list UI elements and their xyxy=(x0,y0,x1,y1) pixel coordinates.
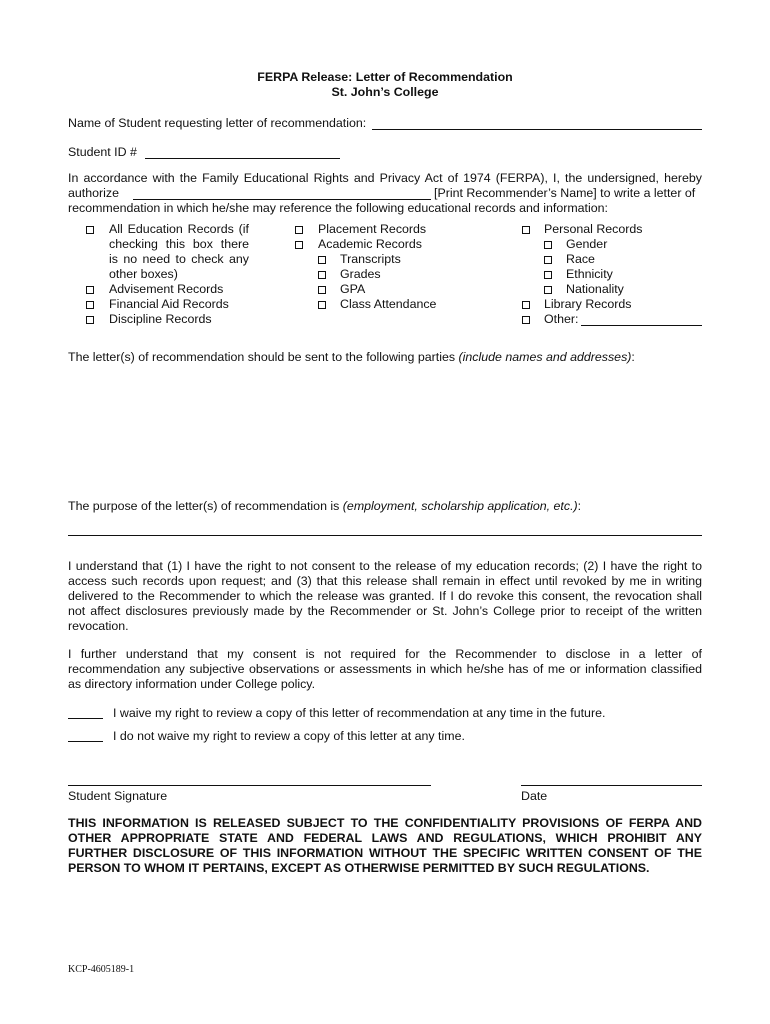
student-id-label: Student ID # xyxy=(68,145,137,159)
understand-line-3: delivered to the Recommender to which the release was granted. If I do revoke this consent, the revocation shall xyxy=(68,589,702,603)
authorization-line-1: In accordance with the Family Educational Rights and Privacy Act of 1974 (FERPA), I, the undersigned, hereby xyxy=(68,171,702,185)
waive-initials-field[interactable] xyxy=(68,718,103,719)
all-education-records-checkbox[interactable] xyxy=(86,226,94,234)
student-id-field[interactable] xyxy=(145,158,340,159)
personal-records-label: Personal Records xyxy=(544,222,643,236)
transcripts-checkbox[interactable] xyxy=(318,256,326,264)
academic-records-label: Academic Records xyxy=(318,237,422,251)
other-records-field[interactable] xyxy=(581,325,702,326)
gender-checkbox[interactable] xyxy=(544,241,552,249)
personal-records-checkbox[interactable] xyxy=(522,226,530,234)
recommender-name-field[interactable] xyxy=(133,199,431,200)
all-education-records-label-3: is no need to check any xyxy=(109,252,249,266)
grades-label: Grades xyxy=(340,267,381,281)
race-label: Race xyxy=(566,252,595,266)
purpose-field[interactable] xyxy=(68,535,702,536)
authorization-suffix: [Print Recommender’s Name] to write a letter of xyxy=(434,186,696,200)
further-line-3: as directory information under College policy. xyxy=(68,677,316,691)
purpose-instruction: The purpose of the letter(s) of recommendation is (employment, scholarship application, etc.): xyxy=(68,499,582,513)
gpa-label: GPA xyxy=(340,282,366,296)
date-label: Date xyxy=(521,789,548,803)
form-title: FERPA Release: Letter of Recommendation xyxy=(257,70,513,84)
document-code: KCP-4605189-1 xyxy=(68,964,135,975)
authorization-prefix: authorize xyxy=(68,186,119,200)
all-education-records-label-2: checking this box there xyxy=(109,237,249,251)
class-attendance-checkbox[interactable] xyxy=(318,301,326,309)
student-name-label: Name of Student requesting letter of recommendation: xyxy=(68,116,367,130)
other-records-label: Other: xyxy=(544,312,579,326)
ethnicity-label: Ethnicity xyxy=(566,267,613,281)
understand-line-1: I understand that (1) I have the right to not consent to the release of my education records; (2) I have the right to xyxy=(68,559,702,573)
understand-line-4: not affect disclosures previously made by the Recommender or St. John’s College prior to receipt of the written xyxy=(68,604,702,618)
all-education-records-label-4: other boxes) xyxy=(109,267,178,281)
recipients-area[interactable] xyxy=(68,370,702,490)
understand-line-5: revocation. xyxy=(68,619,129,633)
placement-records-label: Placement Records xyxy=(318,222,427,236)
not-waive-statement: I do not waive my right to review a copy of this letter at any time. xyxy=(113,729,465,743)
ethnicity-checkbox[interactable] xyxy=(544,271,552,279)
authorization-line-3: recommendation in which he/she may reference the following educational records and information: xyxy=(68,201,608,215)
financial-aid-records-label: Financial Aid Records xyxy=(109,297,229,311)
discipline-records-label: Discipline Records xyxy=(109,312,212,326)
gender-label: Gender xyxy=(566,237,608,251)
class-attendance-label: Class Attendance xyxy=(340,297,437,311)
further-line-1: I further understand that my consent is not required for the Recommender to disclose in a letter of xyxy=(68,647,702,661)
nationality-label: Nationality xyxy=(566,282,624,296)
student-signature-label: Student Signature xyxy=(68,789,168,803)
date-field[interactable] xyxy=(521,785,702,786)
advisement-records-checkbox[interactable] xyxy=(86,286,94,294)
advisement-records-label: Advisement Records xyxy=(109,282,224,296)
all-education-records-label-1: All Education Records (if xyxy=(109,222,249,236)
grades-checkbox[interactable] xyxy=(318,271,326,279)
transcripts-label: Transcripts xyxy=(340,252,401,266)
not-waive-initials-field[interactable] xyxy=(68,741,103,742)
other-records-checkbox[interactable] xyxy=(522,316,530,324)
further-line-2: recommendation any subjective observations or assessments in which he/she has of me or information classified xyxy=(68,662,702,676)
understand-line-2: access such records upon request; and (3) that this release shall remain in effect until revoked by me in writing xyxy=(68,574,702,588)
placement-records-checkbox[interactable] xyxy=(295,226,303,234)
disclaimer-line-3: FURTHER DISCLOSURE OF THIS INFORMATION WITHOUT THE SPECIFIC WRITTEN CONSENT OF THE xyxy=(68,846,702,860)
gpa-checkbox[interactable] xyxy=(318,286,326,294)
recipients-instruction: The letter(s) of recommendation should be sent to the following parties (include names and addresses): xyxy=(68,350,635,364)
library-records-checkbox[interactable] xyxy=(522,301,530,309)
financial-aid-records-checkbox[interactable] xyxy=(86,301,94,309)
nationality-checkbox[interactable] xyxy=(544,286,552,294)
library-records-label: Library Records xyxy=(544,297,632,311)
student-name-field[interactable] xyxy=(372,129,702,130)
disclaimer-line-1: THIS INFORMATION IS RELEASED SUBJECT TO THE CONFIDENTIALITY PROVISIONS OF FERPA AND xyxy=(68,816,702,830)
college-name: St. John’s College xyxy=(331,85,439,99)
waive-statement: I waive my right to review a copy of this letter of recommendation at any time in the future. xyxy=(113,706,606,720)
academic-records-checkbox[interactable] xyxy=(295,241,303,249)
student-signature-field[interactable] xyxy=(68,785,431,786)
race-checkbox[interactable] xyxy=(544,256,552,264)
disclaimer-line-4: PERSON TO WHOM IT PERTAINS, EXCEPT AS OTHERWISE PERMITTED BY SUCH REGULATIONS. xyxy=(68,861,650,875)
discipline-records-checkbox[interactable] xyxy=(86,316,94,324)
disclaimer-line-2: OTHER APPROPRIATE STATE AND FEDERAL LAWS AND REGULATIONS, WHICH PROHIBIT ANY xyxy=(68,831,702,845)
